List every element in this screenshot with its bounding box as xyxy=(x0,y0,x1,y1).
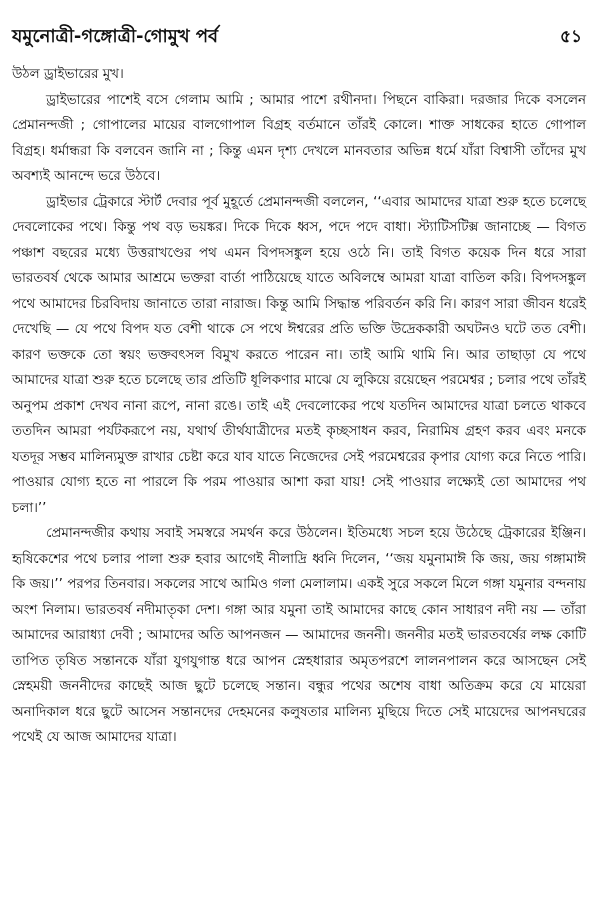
running-head xyxy=(12,22,586,56)
paragraph: প্রেমানন্দজীর কথায় সবাই সমস্বরে সমর্থন করে উঠলেন। ইতিমধ্যে সচল হয়ে উঠেছে ট্রেকারের ইঞ্জিন। হৃষিকেশের পথে চলার পালা শুরু হবার আগেই নীলাদ্রি ধ্বনি দিলেন, ‘‘জয় যমুনামাঈ কি জয়, জয় গঙ্গামাঈ কি জয়।’’ পরপর তিনবার। সকলের সাথে আমিও গলা মেলালাম। একই সুরে সকলে মিলে গঙ্গা যমুনার বন্দনায় অংশ নিলাম। ভারতবর্ষ নদীমাতৃকা দেশ। গঙ্গা আর যমুনা তাই আমাদের কাছে কোন সাধারণ নদী নয় — তাঁরা আমাদের আরাধ্যা দেবী ; আমাদের অতি আপনজন — আমাদের জননী। জননীর মতই ভারতবর্ষের লক্ষ কোটি তাপিত তৃষিত সন্তানকে যাঁরা যুগযুগান্ত ধরে আপন স্নেহধারার অমৃতপরশে লালনপালন করে আসছেন সেই স্নেহময়ী জননীদের কাছেই আজ ছুটে চলেছে সন্তান। বন্ধুর পথের অশেষ বাধা অতিক্রম করে যে মায়েরা অনাদিকাল ধরে ছুটে আসেন সন্তানদের দেহমনের কলুষতার মালিন্য মুছিয়ে দিতে সেই মায়েদের আপনঘরের পথেই যে আজ আমাদের যাত্রা। xyxy=(12,526,586,745)
paragraph: ড্রাইভারের পাশেই বসে গেলাম আমি ; আমার পাশে রথীনদা। পিছনে বাকিরা। দরজার দিকে বসলেন প্রেমানন্দজী ; গোপালের মায়ের বালগোপাল বিগ্রহ বর্তমানে তাঁরই কোলে। শাক্ত সাধকের হাতে গোপাল বিগ্রহ। ধর্মান্ধরা কি বলবেন জানি না ; কিন্তু এমন দৃশ্য দেখলে মানবতার অভিন্ন ধর্মে যাঁরা বিশ্বাসী তাঁদের মুখ অবশ্যই আনন্দে ভরে উঠবে। xyxy=(12,92,586,184)
paragraph: ড্রাইভার ট্রেকারে স্টার্ট দেবার পূর্ব মুহূর্তে প্রেমানন্দজী বললেন, ‘‘এবার আমাদের যাত্রা শুরু হতে চলেছে দেবলোকের পথে। কিন্তু পথ বড় ভয়ঙ্কর। দিকে দিকে ধ্বস, পদে পদে বাধা। স্ট্যাটিসটিক্স জানাচ্ছে — বিগত পঞ্চাশ বছরের মধ্যে উত্তরাখণ্ডের পথ এমন বিপদসঙ্কুল হয়ে ওঠে নি। তাই বিগত কয়েক দিন ধরে সারা ভারতবর্ষ থেকে আমার আশ্রমে ভক্তরা বার্তা পাঠিয়েছে যাতে অবিলম্বে আমরা যাত্রা বাতিল করি। বিপদসঙ্কুল পথে আমাদের চিরবিদায় জানাতে তারা নারাজ। কিন্তু আমি সিদ্ধান্ত পরিবর্তন করি নি। কারণ সারা জীবন ধরেই দেখেছি — যে পথে বিপদ যত বেশী থাকে সে পথে ঈশ্বরের প্রতি ভক্তি উদ্রেককারী অঘটনও ঘটে তত বেশী। কারণ ভক্তকে তো স্বয়ং ভক্তবৎসল বিমুখ করতে পারেন না। তাই আমি থামি নি। আর তাছাড়া যে পথে আমাদের যাত্রা শুরু হতে চলেছে তার প্রতিটি ধূলিকণার মাঝে যে লুকিয়ে রয়েছেন পরমেশ্বর ; চলার পথে তাঁরই অনুপম প্রকাশ দেখব নানা রূপে, নানা রঙে। তাই এই দেবলোকের পথে যতদিন আমাদের যাত্রা চলতে থাকবে ততদিন আমরা পর্যটকরূপে নয়, যথার্থ তীর্থযাত্রীদের মতই কৃচ্ছসাধন করব, নিরামিষ গ্রহণ করব এবং মনকে যতদূর সম্ভব মালিন্যমুক্ত রাখার চেষ্টা করে যাব যাতে নিজেদের সেই পরমেশ্বরের কৃপার যোগ্য করে নিতে পারি। পাওয়ার যোগ্য হতে না পারলে কি পরম পাওয়ার আশা করা যায়! সেই পাওয়ার লক্ষ্যেই তো আমাদের পথ চলা।’’ xyxy=(12,194,587,516)
page-number: ৫১ xyxy=(559,27,582,47)
paragraph-continuation: উঠল ড্রাইভারের মুখ। xyxy=(12,67,124,82)
running-title: যমুনোত্রী-গঙ্গোত্রী-গোমুখ পর্ব xyxy=(12,26,219,47)
body-text xyxy=(12,62,586,751)
